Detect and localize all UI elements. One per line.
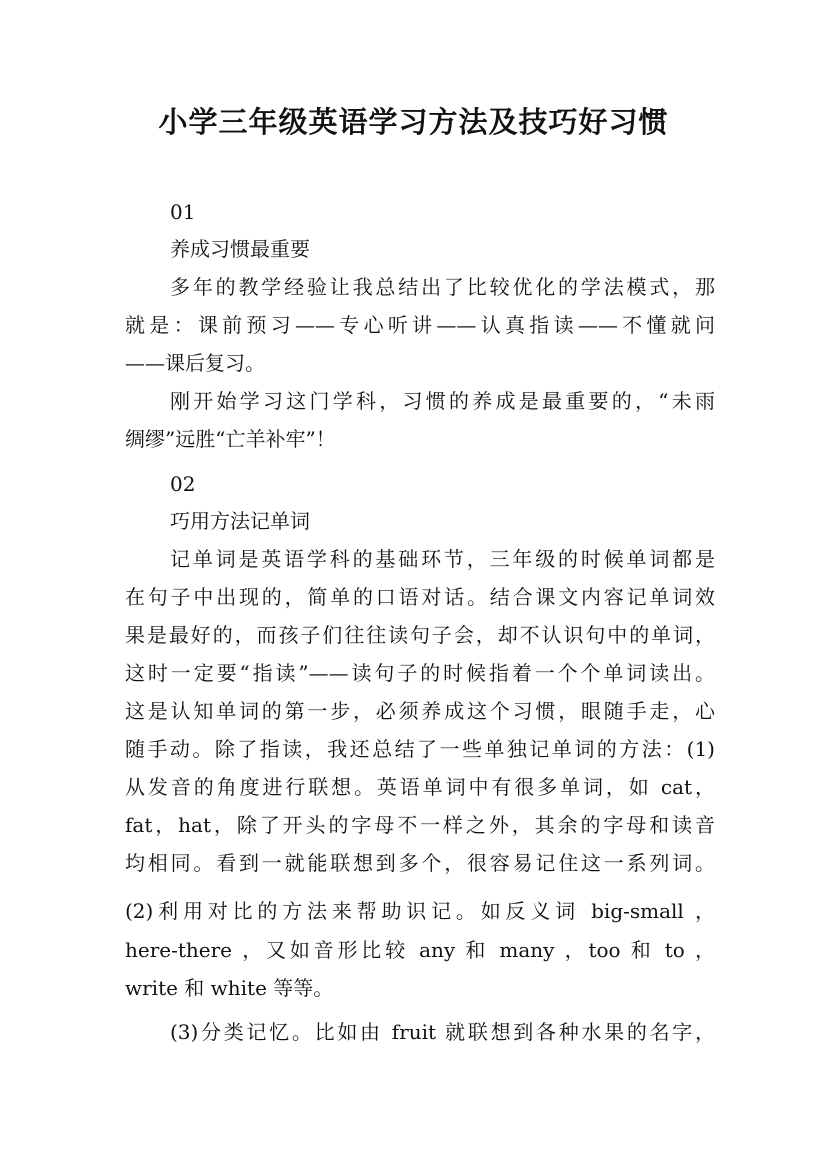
paragraph-line: 这时一定要“指读”——读句子的时候指着一个个单词读出。 [125,661,715,685]
section-heading-habits: 养成习惯最重要 [170,237,310,261]
paragraph-line: (3)分类记忆。比如由 fruit 就联想到各种水果的名字， [170,1020,715,1044]
paragraph-line: 就是：课前预习——专心听讲——认真指读——不懂就问 [125,313,715,337]
paragraph-line: 绸缪”远胜“亡羊补牢”！ [125,427,336,451]
page-title: 小学三年级英语学习方法及技巧好习惯 [158,105,669,139]
paragraph-line: 果是最好的，而孩子们往往读句子会，却不认识句中的单词， [125,623,715,647]
paragraph-line: write 和 white 等等。 [125,976,334,1000]
paragraph-line: 在句子中出现的，简单的口语对话。结合课文内容记单词效 [125,585,715,609]
paragraph-line: 刚开始学习这门学科，习惯的养成是最重要的，“未雨 [170,389,715,413]
paragraph-line: 从发音的角度进行联想。英语单词中有很多单词，如 cat， [125,775,715,799]
paragraph-line: 均相同。看到一就能联想到多个，很容易记住这一系列词。 [125,851,715,875]
section-heading-vocabulary: 巧用方法记单词 [170,509,310,533]
section-number-01: 01 [170,200,196,224]
paragraph-line: 这是认知单词的第一步，必须养成这个习惯，眼随手走，心 [125,699,715,723]
section-number-02: 02 [170,472,196,496]
paragraph-line: here-there ，又如音形比较 any 和 many ，too 和 to ， [125,938,715,962]
paragraph-line: ——课后复习。 [125,351,265,375]
paragraph-line: 记单词是英语学科的基础环节，三年级的时候单词都是 [170,547,715,571]
paragraph-line: 随手动。除了指读，我还总结了一些单独记单词的方法：(1) [125,737,715,761]
paragraph-line: fat，hat，除了开头的字母不一样之外，其余的字母和读音 [125,813,715,837]
paragraph-line: (2)利用对比的方法来帮助识记。如反义词 big-small ， [125,899,715,923]
paragraph-line: 多年的教学经验让我总结出了比较优化的学法模式，那 [170,275,715,299]
